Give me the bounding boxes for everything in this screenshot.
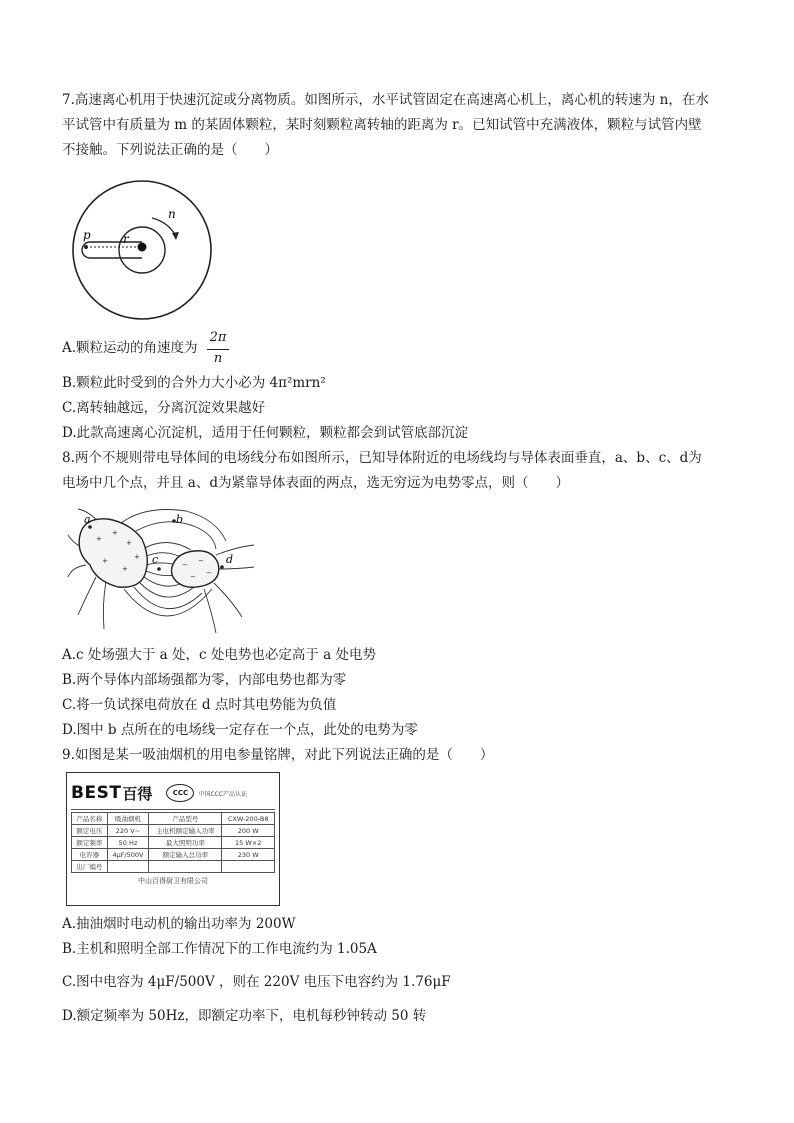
svg-text:+: + — [134, 553, 140, 561]
svg-text:+: + — [112, 529, 118, 537]
nameplate-cell: 电容器 — [72, 849, 108, 861]
nameplate-header — [71, 777, 275, 810]
brand-logo: BEST — [71, 783, 122, 803]
q7-stem-line-1: 7.高速离心机用于快速沉淀或分离物质。如图所示，水平试管固定在高速离心机上，离心机的转速为 n，在水 — [62, 92, 709, 108]
svg-text:+: + — [96, 535, 102, 543]
nameplate-row — [72, 813, 275, 825]
q8-option-c: C.将一负试探电荷放在 d 点时其电势能为负值 — [62, 697, 337, 713]
nameplate-footer: 中山百得厨卫有限公司 — [138, 877, 208, 885]
svg-text:+: + — [102, 557, 108, 565]
nameplate-cell: 230 W — [222, 849, 275, 861]
brand-logo-cn: 百得 — [122, 784, 153, 803]
nameplate-cell: 产品型号 — [149, 813, 222, 825]
nameplate-cell — [149, 861, 222, 873]
nameplate-cell — [222, 861, 275, 873]
nameplate-cell: 最大照明功率 — [149, 837, 222, 849]
nameplate-cell: 50 Hz — [107, 837, 149, 849]
nameplate-cell: 220 V~ — [107, 825, 149, 837]
q9-stem: 9.如图是某一吸油烟机的用电参量铭牌，对此下列说法正确的是（ ） — [62, 747, 494, 763]
nameplate-row — [72, 825, 275, 837]
nameplate-row — [72, 837, 275, 849]
svg-text:+: + — [126, 539, 132, 547]
svg-text:+: + — [122, 565, 128, 573]
nameplate-cell: 吸油烟机 — [107, 813, 149, 825]
nameplate-cell: 额定输入总功率 — [149, 849, 222, 861]
q7-option-a-denominator: n — [213, 351, 223, 366]
nameplate-table — [71, 812, 275, 873]
svg-text:−: − — [182, 561, 188, 569]
nameplate-cell: CXW-200-B8 — [222, 813, 275, 825]
centrifuge-diagram — [68, 178, 220, 324]
nameplate-cell: 额定电压 — [72, 825, 108, 837]
q8-option-d: D.图中 b 点所在的电场线一定存在一个点，此处的电势为零 — [62, 722, 418, 738]
ccc-mark: CCC — [166, 784, 194, 802]
svg-text:−: − — [206, 569, 212, 577]
label-p: p — [83, 228, 91, 242]
nameplate-cell: 15 W×2 — [222, 837, 275, 849]
q8-stem-line-1: 8.两个不规则带电导体间的电场线分布如图所示，已知导体附近的电场线均与导体表面垂直，a、b、c、d为 — [62, 450, 702, 466]
label-r: r — [123, 232, 129, 246]
q8-stem-line-2: 电场中几个点，并且 a、d为紧靠导体表面的两点，选无穷远为电势零点，则（ ） — [62, 475, 569, 491]
q9-option-c: C.图中电容为 4μF/500V ，则在 220V 电压下电容约为 1.76μF — [62, 974, 451, 990]
svg-text:−: − — [198, 557, 204, 565]
axis-dot — [138, 243, 147, 252]
label-c: c — [152, 553, 159, 566]
cert-text: 中国CCC产品认证 — [198, 790, 248, 798]
label-n: n — [168, 207, 176, 221]
nameplate-row — [72, 861, 275, 873]
q7-option-b: B.颗粒此时受到的合外力大小必为 4π²mrn² — [62, 375, 326, 391]
nameplate-cell: 产品名称 — [72, 813, 108, 825]
test-tube — [82, 242, 142, 258]
q7-stem-line-2: 平试管中有质量为 m 的某固体颗粒，某时刻颗粒离转轴的距离为 r。已知试管中充满液体，颗粒与试管内壁 — [62, 117, 702, 133]
label-a: a — [84, 513, 91, 526]
point-c — [157, 567, 161, 571]
fraction-bar — [207, 349, 229, 350]
nameplate-cell: 主电机额定输入功率 — [149, 825, 222, 837]
label-b: b — [176, 513, 184, 526]
nameplate-cell: 额定频率 — [72, 837, 108, 849]
nameplate-cell: 出厂编号 — [72, 861, 108, 873]
q9-option-d: D.额定频率为 50Hz，即额定功率下，电机每秒钟转动 50 转 — [62, 1008, 427, 1024]
q7-option-a-numerator: 2π — [209, 330, 227, 345]
q7-option-c: C.离转轴越远，分离沉淀效果越好 — [62, 400, 266, 416]
electric-field-diagram — [66, 505, 256, 635]
q7-stem-line-3: 不接触。下列说法正确的是（ ） — [62, 142, 278, 158]
rotation-arrow-head — [172, 232, 179, 240]
nameplate — [66, 772, 280, 906]
q8-option-a: A.c 处场强大于 a 处，c 处电势也必定高于 a 处电势 — [62, 647, 377, 663]
nameplate-cell: 4μF/500V — [107, 849, 149, 861]
particle-dot — [84, 245, 88, 249]
nameplate-cell: 200 W — [222, 825, 275, 837]
svg-text:−: − — [190, 573, 196, 581]
q9-option-a: A.抽油烟时电动机的输出功率为 200W — [62, 916, 296, 932]
q7-option-a: A.颗粒运动的角速度为 — [62, 340, 198, 356]
q7-option-d: D.此款高速离心沉淀机，适用于任何颗粒，颗粒都会到试管底部沉淀 — [62, 425, 469, 441]
q8-option-b: B.两个导体内部场强都为零，内部电势也都为零 — [62, 672, 347, 688]
q9-option-b: B.主机和照明全部工作情况下的工作电流约为 1.05A — [62, 941, 377, 957]
nameplate-row — [72, 849, 275, 861]
label-d: d — [226, 553, 234, 566]
point-d — [220, 565, 224, 569]
nameplate-cell — [107, 861, 149, 873]
